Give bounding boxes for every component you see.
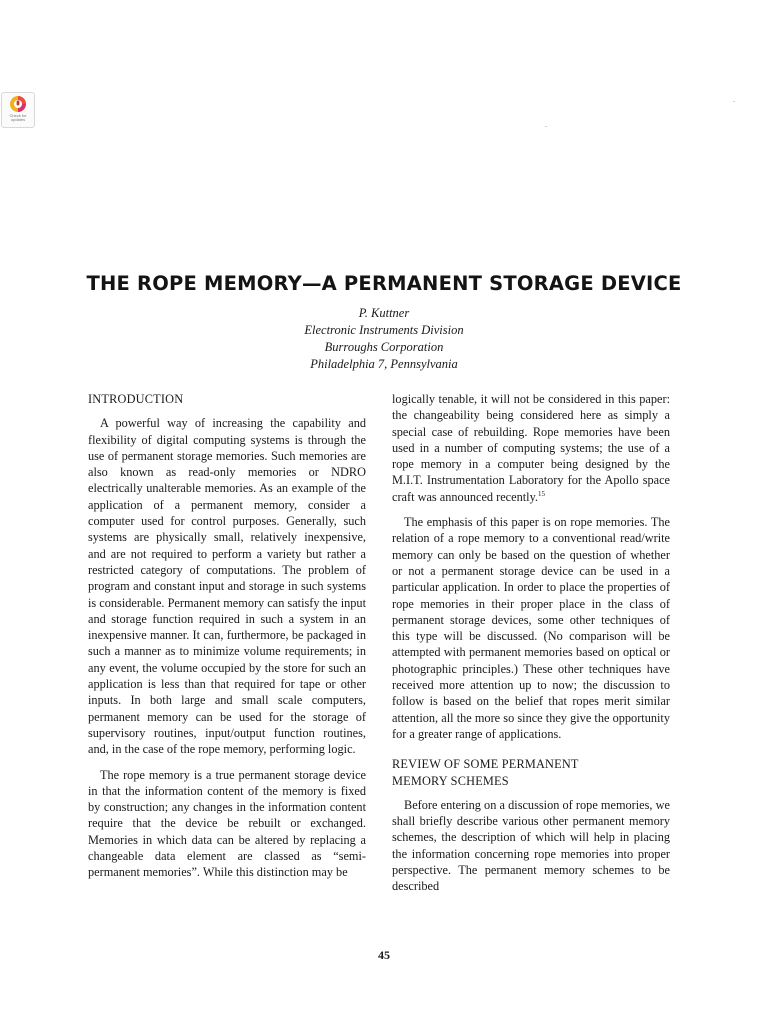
left-column xyxy=(88,391,366,890)
author-block xyxy=(0,305,768,373)
author-location: Philadelphia 7, Pennsylvania xyxy=(310,357,458,371)
paragraph: Before entering on a discussion of rope memories, we shall briefly describe various other permanent memory schemes, the description of which will help in placing the information concerning rope memories into proper perspective. The permanent memory schemes to be described xyxy=(392,797,670,894)
right-column xyxy=(392,391,670,904)
scan-speck xyxy=(733,101,735,102)
badge-label: Check for updates xyxy=(9,113,27,122)
page-number: 45 xyxy=(378,948,390,962)
section-heading-review xyxy=(392,756,670,789)
paragraph: A powerful way of increasing the capability and flexibility of digital computing systems is through the use of permanent storage memories. Such memories are also known as read-only memories or NDRO electrically unalterable memories. As an example of the application of a permanent memory, consider a computer used for control purposes. Generally, such systems are physically small, relatively inexpensive, and are not required to perform a variety but rather a restricted category of computations. The problem of program and constant input and storage in such systems is considerable. Permanent memory can satisfy the input and storage function required in such a system in an inexpensive manner. It can, furthermore, be packaged in such a manner as to minimize volume requirements; in any event, the volume occupied by the store for such an application is less than that required for tape or other inputs. In both large and small scale computers, permanent memory can be used for the storage of supervisory routines, input/output function routines, and, in the case of the rope memory, performing logic. xyxy=(88,416,366,757)
check-for-updates-badge[interactable] xyxy=(1,92,35,128)
paragraph: The rope memory is a true permanent storage device in that the information content of the memory is fixed by construction; any changes in the information content require that the device be rebuilt or exchanged. Memories in which data can be altered by replacing a changeable data element are classed as “semi-permanent memories”. While this distinction may be xyxy=(88,767,366,880)
author-company: Burroughs Corporation xyxy=(324,340,444,354)
paper-title: THE ROPE MEMORY—A PERMANENT STORAGE DEVICE xyxy=(86,272,682,295)
paragraph-text: logically tenable, it will not be considered in this paper: the changeability being considered here as simply a special case of rebuilding. Rope memories have been used in a number of computing systems; the use of a rope memory in a computer being designed by the M.I.T. Instrumentation Laboratory for the Apollo space craft was announced recently. xyxy=(392,392,670,504)
author-name: P. Kuttner xyxy=(358,306,410,320)
paragraph: The emphasis of this paper is on rope memories. The relation of a rope memory to a conventional read/write memory can only be based on the question of whether or not a permanent storage device can be used in a particular application. In order to place the properties of rope memories in their proper place in the class of permanent storage devices, some other techniques of this type will be discussed. (No comparison will be attempted with permanent memories based on optical or photographic principles.) These other techniques have received more attention up to now; the discussion to follow is based on the belief that ropes merit similar attention, all the more so since they give the opportunity for a greater range of applications. xyxy=(392,515,670,741)
reference-superscript[interactable]: 15 xyxy=(538,489,546,498)
section-heading-introduction: INTRODUCTION xyxy=(88,392,184,406)
scan-speck xyxy=(545,126,547,127)
heading-line: REVIEW OF SOME PERMANENT xyxy=(392,757,579,772)
author-division: Electronic Instruments Division xyxy=(304,323,464,337)
update-badge-icon xyxy=(9,95,27,113)
heading-line: MEMORY SCHEMES xyxy=(392,773,509,788)
paragraph xyxy=(392,391,670,505)
